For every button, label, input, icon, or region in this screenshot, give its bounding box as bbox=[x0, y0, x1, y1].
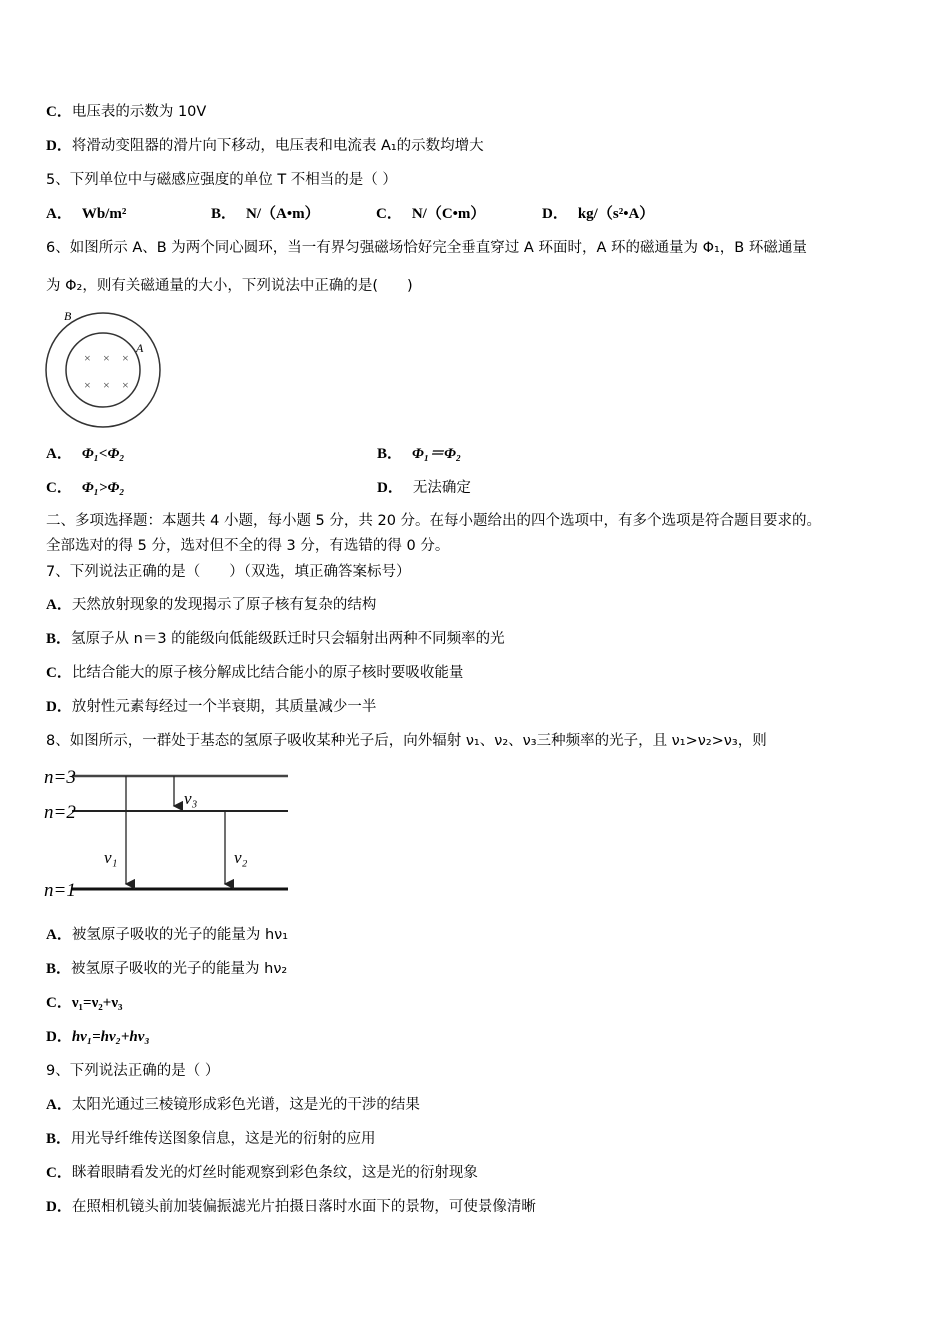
option-text: 将滑动变阻器的滑片向下移动，电压表和电流表 A₁的示数均增大 bbox=[71, 138, 484, 154]
option-label: A． bbox=[46, 446, 72, 462]
q6-stem-line1 bbox=[46, 238, 807, 258]
option-text: 太阳光通过三棱镜形成彩色光谱，这是光的干涉的结果 bbox=[71, 1097, 420, 1113]
option-label: C． bbox=[46, 665, 72, 681]
option-label: C． bbox=[46, 104, 72, 120]
field-x-icon: × bbox=[122, 378, 129, 392]
section2-instructions-line2 bbox=[46, 536, 449, 556]
level-n2-label: n=2 bbox=[44, 802, 76, 823]
ring-b bbox=[46, 313, 160, 427]
option-label: C． bbox=[46, 480, 72, 496]
option-text: N/（A•m） bbox=[246, 206, 320, 222]
q6-option-b bbox=[377, 444, 461, 464]
energy-level-diagram bbox=[42, 760, 292, 900]
option-text: 在照相机镜头前加装偏振滤光片拍摄日落时水面下的景物，可使景像清晰 bbox=[71, 1199, 536, 1215]
q7-option-a bbox=[46, 595, 376, 615]
option-label: D． bbox=[46, 1029, 72, 1045]
q7-option-d bbox=[46, 697, 376, 717]
q8-option-b bbox=[46, 959, 287, 979]
field-x-icon: × bbox=[122, 351, 129, 365]
ring-a bbox=[66, 333, 140, 407]
option-text: 被氢原子吸收的光子的能量为 hν₁ bbox=[71, 927, 289, 943]
level-n1-label: n=1 bbox=[44, 880, 76, 900]
q6-option-a bbox=[46, 444, 125, 464]
option-text: 被氢原子吸收的光子的能量为 hν₂ bbox=[71, 961, 288, 977]
q7-option-b bbox=[46, 629, 505, 649]
concentric-rings-figure bbox=[44, 306, 166, 432]
option-text: Φ₁<Φ₂ bbox=[81, 446, 125, 462]
q5-option-d bbox=[542, 204, 654, 224]
option-label: B． bbox=[211, 206, 237, 222]
q8-stem bbox=[46, 731, 767, 751]
option-label: B． bbox=[46, 1131, 72, 1147]
q9-option-b bbox=[46, 1129, 376, 1149]
option-label: D． bbox=[377, 480, 403, 496]
option-text: 无法确定 bbox=[412, 480, 471, 496]
option-label: C． bbox=[46, 1165, 72, 1181]
q9-option-a bbox=[46, 1095, 420, 1115]
q4-option-c bbox=[46, 102, 206, 122]
field-x-icon: × bbox=[84, 351, 91, 365]
option-text: Φ₁>Φ₂ bbox=[81, 480, 125, 496]
option-label: D． bbox=[46, 138, 72, 154]
option-label: D． bbox=[46, 699, 72, 715]
q4-option-d bbox=[46, 136, 484, 156]
q8-option-a bbox=[46, 925, 288, 945]
q6-option-c bbox=[46, 478, 125, 498]
stem-text: 为 Φ₂，则有关磁通量的大小，下列说法中正确的是( ) bbox=[46, 278, 413, 294]
option-label: C． bbox=[46, 995, 72, 1011]
v1-label: ν₁ bbox=[104, 848, 118, 867]
option-text: 电压表的示数为 10V bbox=[71, 104, 207, 120]
option-label: B． bbox=[46, 961, 72, 977]
q5-stem bbox=[46, 170, 397, 190]
option-label: A． bbox=[46, 1097, 72, 1113]
option-text: N/（C•m） bbox=[411, 206, 486, 222]
option-text: hν₁=hν₂+hν₃ bbox=[71, 1029, 150, 1045]
q6-option-d bbox=[377, 478, 471, 498]
option-label: A． bbox=[46, 927, 72, 943]
v2-label: ν₂ bbox=[234, 848, 248, 867]
option-text: kg/（s²•A） bbox=[577, 206, 655, 222]
ring-b-label: B bbox=[64, 309, 72, 323]
stem-text: 8、如图所示，一群处于基态的氢原子吸收某种光子后，向外辐射 ν₁、ν₂、ν₃三种频率的光子，且 ν₁>ν₂>ν₃，则 bbox=[46, 733, 767, 749]
level-n3-label: n=3 bbox=[44, 767, 76, 788]
field-x-icon: × bbox=[103, 378, 110, 392]
magnetic-field-marks bbox=[84, 351, 129, 392]
option-label: B． bbox=[377, 446, 403, 462]
q8-option-c bbox=[46, 993, 123, 1013]
q5-option-c bbox=[376, 204, 485, 224]
option-text: 比结合能大的原子核分解成比结合能小的原子核时要吸收能量 bbox=[71, 665, 464, 681]
q5-option-b bbox=[211, 204, 320, 224]
option-label: D． bbox=[542, 206, 568, 222]
q7-option-c bbox=[46, 663, 463, 683]
field-x-icon: × bbox=[84, 378, 91, 392]
option-text: Φ₁＝Φ₂ bbox=[412, 446, 462, 462]
option-text: 天然放射现象的发现揭示了原子核有复杂的结构 bbox=[71, 597, 377, 613]
option-text: 用光导纤维传送图象信息，这是光的衍射的应用 bbox=[71, 1131, 376, 1147]
stem-text: 9、下列说法正确的是（ ） bbox=[46, 1063, 220, 1079]
option-text: 眯着眼睛看发光的灯丝时能观察到彩色条纹，这是光的衍射现象 bbox=[71, 1165, 478, 1181]
q8-option-d bbox=[46, 1027, 150, 1047]
section-text: 二、多项选择题：本题共 4 小题，每小题 5 分，共 20 分。在每小题给出的四个选项中，有多个选项是符合题目要求的。 bbox=[46, 513, 822, 529]
option-label: A． bbox=[46, 597, 72, 613]
option-label: A． bbox=[46, 206, 72, 222]
option-label: B． bbox=[46, 631, 72, 647]
option-text: ν₁=ν₂+ν₃ bbox=[71, 995, 123, 1011]
q5-option-a bbox=[46, 204, 126, 224]
section2-instructions-line1 bbox=[46, 511, 821, 531]
option-text: Wb/m² bbox=[81, 206, 127, 222]
q6-stem-line2 bbox=[46, 276, 413, 296]
section-text: 全部选对的得 5 分，选对但不全的得 3 分，有选错的得 0 分。 bbox=[46, 538, 450, 554]
v3-label: ν₃ bbox=[184, 789, 198, 808]
q9-option-c bbox=[46, 1163, 478, 1183]
option-text: 放射性元素每经过一个半衰期，其质量减少一半 bbox=[71, 699, 377, 715]
stem-text: 7、下列说法正确的是（ ）（双选，填正确答案标号） bbox=[46, 564, 411, 580]
option-label: D． bbox=[46, 1199, 72, 1215]
stem-text: 6、如图所示 A、B 为两个同心圆环，当一有界匀强磁场恰好完全垂直穿过 A 环面时，A 环的磁通量为 Φ₁，B 环磁通量 bbox=[46, 240, 807, 256]
option-label: C． bbox=[376, 206, 402, 222]
q9-option-d bbox=[46, 1197, 536, 1217]
field-x-icon: × bbox=[103, 351, 110, 365]
option-text: 氢原子从 n＝3 的能级向低能级跃迁时只会辐射出两种不同频率的光 bbox=[71, 631, 505, 647]
ring-a-label: A bbox=[136, 341, 144, 355]
stem-text: 5、下列单位中与磁感应强度的单位 T 不相当的是（ ） bbox=[46, 172, 397, 188]
q7-stem bbox=[46, 562, 410, 582]
q9-stem bbox=[46, 1061, 219, 1081]
